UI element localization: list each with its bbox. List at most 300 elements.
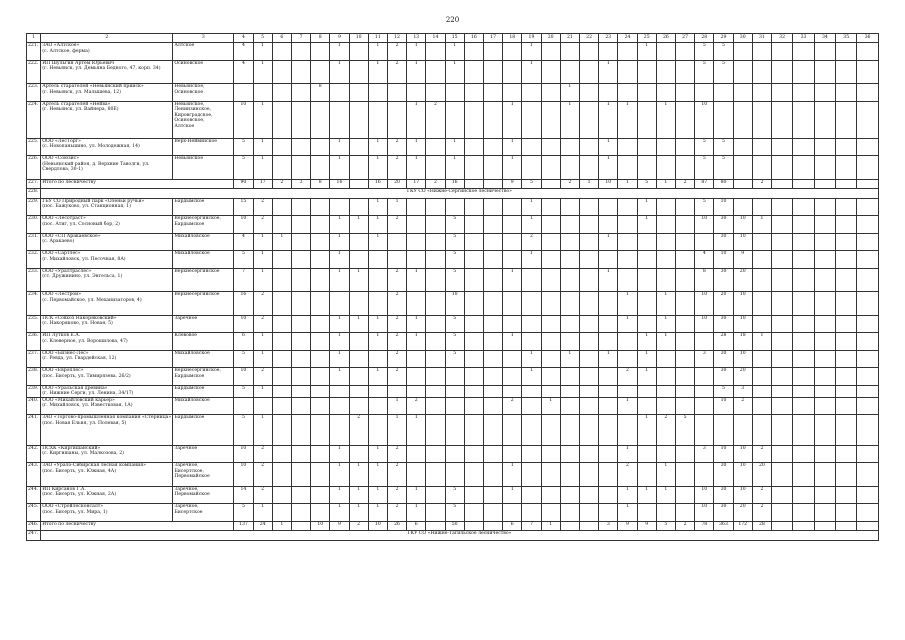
value-cell [772,251,793,269]
value-cell: 1 [407,156,426,180]
value-cell: 10 [695,486,714,504]
value-cell [234,84,253,102]
value-cell [368,397,387,415]
value-cell: 10 [599,179,618,189]
value-cell [426,333,445,351]
value-cell [793,504,814,522]
value-cell [522,504,541,522]
value-cell: 1 [407,101,426,138]
value-cell [656,233,675,251]
value-cell [560,397,579,415]
value-cell [814,179,835,189]
value-cell: 3 [733,385,752,397]
value-cell: 5 [445,268,464,292]
value-cell [483,156,502,180]
value-cell: 1 [599,350,618,368]
value-cell [814,333,835,351]
value-cell: 30 [714,315,733,333]
value-cell [793,84,814,102]
value-cell: 1 [618,504,637,522]
value-cell [793,198,814,216]
value-cell: 2 [407,397,426,415]
value-cell [311,463,330,487]
value-cell [311,292,330,316]
value-cell: 9 [637,521,656,531]
value-cell [752,156,771,180]
value-cell: 1 [407,43,426,61]
organization-name: ИП Кирсанов Г.А. (пос. Бисерть, ул. Южная, 2А) [41,486,173,504]
value-cell [387,251,406,269]
value-cell [464,179,483,189]
value-cell: 2 [387,156,406,180]
value-cell: 1 [330,43,349,61]
value-cell [503,216,522,234]
value-cell [772,43,793,61]
value-cell [599,368,618,386]
organization-name: ГБУ СО Природный парк «Оленьи ручьи» (пос. Бажуково, ул. Станционная, 1) [41,198,173,216]
value-cell: 1 [637,198,656,216]
column-header: 18 [503,34,522,43]
value-cell: 20 [733,268,752,292]
value-cell: 1 [368,463,387,487]
value-cell: 1 [637,415,656,446]
value-cell [349,251,368,269]
value-cell [291,60,310,84]
value-cell [676,156,695,180]
value-cell [752,60,771,84]
value-cell [426,415,445,446]
value-cell [272,333,291,351]
forest-district: Заречное [173,445,234,463]
value-cell: 1 [656,179,675,189]
value-cell [349,397,368,415]
value-cell: 5 [714,138,733,156]
value-cell: 20 [733,504,752,522]
value-cell [483,179,502,189]
value-cell: 2 [426,101,445,138]
value-cell: 1 [407,138,426,156]
value-cell [483,350,502,368]
value-cell: 8 [695,268,714,292]
value-cell [695,233,714,251]
value-cell [579,138,598,156]
value-cell: 10 [311,521,330,531]
column-header: 10 [349,34,368,43]
value-cell [836,333,857,351]
value-cell: 1 [503,268,522,292]
value-cell [656,368,675,386]
value-cell [772,445,793,463]
value-cell: 4 [695,251,714,269]
value-cell [637,385,656,397]
value-cell: 7 [522,521,541,531]
value-cell [560,504,579,522]
column-header: 20 [541,34,560,43]
value-cell: 78 [695,521,714,531]
column-header: 15 [445,34,464,43]
value-cell [272,292,291,316]
value-cell [579,368,598,386]
forest-district: Невьянское, Ленинзинское, Кировградское, Осиновское, Алтское [173,101,234,138]
value-cell: 2 [387,315,406,333]
value-cell [503,350,522,368]
table-row [27,251,879,269]
value-cell [793,268,814,292]
page-number: 220 [445,16,460,24]
value-cell [503,315,522,333]
value-cell [541,216,560,234]
value-cell [618,233,637,251]
value-cell [579,445,598,463]
value-cell [618,84,637,102]
value-cell: 2 [676,179,695,189]
value-cell: 1 [368,156,387,180]
value-cell [814,268,835,292]
value-cell [656,504,675,522]
value-cell [311,138,330,156]
value-cell [836,350,857,368]
value-cell [752,138,771,156]
value-cell: 87 [695,179,714,189]
value-cell: 10 [733,233,752,251]
value-cell: 5 [676,415,695,446]
value-cell [483,333,502,351]
value-cell [857,504,878,522]
value-cell [814,138,835,156]
organization-name: ИП Лутков Е.А. (с. Клеверное, ул. Ворошилова, 47) [41,333,173,351]
value-cell [814,216,835,234]
value-cell [560,521,579,531]
value-cell [857,268,878,292]
value-cell [695,368,714,386]
value-cell [426,43,445,61]
value-cell [793,101,814,138]
value-cell [426,504,445,522]
value-cell: 1 [618,101,637,138]
value-cell: 1 [522,43,541,61]
value-cell [618,43,637,61]
value-cell: 2 [387,350,406,368]
value-cell: 1 [272,233,291,251]
value-cell [291,198,310,216]
column-header: 3 [173,34,234,43]
value-cell [733,101,752,138]
value-cell [426,84,445,102]
value-cell [836,216,857,234]
value-cell: 1 [368,486,387,504]
table-row [27,350,879,368]
value-cell [407,368,426,386]
section-title: ГКУ СО «Нижне-Тагильское лесничество» [41,531,879,541]
organization-name: ИП Шульгин Артем Юрьевич (г. Невьянск, ул. Демьяна Бедного, 47, корп. 34) [41,60,173,84]
value-cell [311,268,330,292]
row-number: 237. [27,350,41,368]
table-row [27,43,879,61]
value-cell: 5 [445,504,464,522]
value-cell [676,292,695,316]
value-cell: 1 [637,216,656,234]
value-cell: 1 [656,333,675,351]
row-number: 222. [27,60,41,84]
value-cell [857,84,878,102]
value-cell [311,504,330,522]
value-cell: 1 [599,60,618,84]
column-header: 12 [387,34,406,43]
value-cell [836,292,857,316]
value-cell [311,368,330,386]
value-cell: 1 [445,60,464,84]
value-cell: 1 [752,216,771,234]
value-cell [752,368,771,386]
value-cell [618,198,637,216]
value-cell [656,397,675,415]
value-cell [676,216,695,234]
value-cell [560,445,579,463]
value-cell [253,84,272,102]
column-header: 23 [599,34,618,43]
value-cell [464,268,483,292]
value-cell [349,233,368,251]
value-cell: 1 [407,60,426,84]
value-cell [349,101,368,138]
value-cell [349,292,368,316]
value-cell: 1 [253,101,272,138]
value-cell: 1 [368,60,387,84]
organization-name: ООО «СП Аракаевское» (с. Аракаево) [41,233,173,251]
value-cell [464,60,483,84]
column-header: 19 [522,34,541,43]
value-cell [407,198,426,216]
value-cell [426,397,445,415]
value-cell: 2 [560,179,579,189]
value-cell [857,233,878,251]
value-cell [541,84,560,102]
value-cell [733,60,752,84]
value-cell [311,333,330,351]
value-cell [857,415,878,446]
value-cell: 10 [695,504,714,522]
value-cell [522,385,541,397]
value-cell: 1 [330,486,349,504]
value-cell: 10 [234,463,253,487]
value-cell [503,84,522,102]
value-cell [836,504,857,522]
value-cell [464,101,483,138]
value-cell: 10 [733,445,752,463]
value-cell: 2 [349,521,368,531]
value-cell [752,385,771,397]
value-cell [272,216,291,234]
value-cell [793,385,814,397]
value-cell [752,397,771,415]
row-number: 244. [27,486,41,504]
value-cell [618,350,637,368]
value-cell [618,333,637,351]
value-cell [483,138,502,156]
value-cell [579,198,598,216]
organization-name: ООО «Союзис» (Невьянский район, д. Верхние Таволги, ул. Свердлова, 30-1) [41,156,173,180]
value-cell [695,463,714,487]
value-cell [483,504,502,522]
value-cell [836,84,857,102]
value-cell: 5 [234,251,253,269]
value-cell: 10 [733,350,752,368]
value-cell [733,198,752,216]
value-cell [637,292,656,316]
value-cell [541,198,560,216]
value-cell: 10 [695,292,714,316]
value-cell: 1 [541,397,560,415]
value-cell [656,445,675,463]
value-cell: 1 [253,350,272,368]
forest-district: Заречное, Первомайское [173,486,234,504]
value-cell [407,216,426,234]
value-cell [291,251,310,269]
value-cell [772,268,793,292]
value-cell [793,397,814,415]
value-cell [483,315,502,333]
value-cell [253,397,272,415]
value-cell [464,504,483,522]
value-cell: 1 [407,415,426,446]
value-cell [814,368,835,386]
column-header: 5 [253,34,272,43]
value-cell [311,315,330,333]
value-cell [291,397,310,415]
value-cell [560,216,579,234]
value-cell: 1 [407,333,426,351]
value-cell: 1 [368,315,387,333]
value-cell [464,333,483,351]
value-cell [503,60,522,84]
value-cell [291,101,310,138]
value-cell [676,445,695,463]
table-row [27,504,879,522]
value-cell [676,504,695,522]
table-row [27,156,879,180]
value-cell [311,445,330,463]
value-cell: 1 [618,486,637,504]
value-cell [445,101,464,138]
value-cell [522,101,541,138]
value-cell: 1 [387,415,406,446]
table-row [27,101,879,138]
value-cell: 1 [445,43,464,61]
value-cell [599,486,618,504]
value-cell [599,445,618,463]
value-cell [426,233,445,251]
value-cell [836,463,857,487]
value-cell: 10 [733,292,752,316]
value-cell [272,138,291,156]
value-cell [272,60,291,84]
value-cell [522,397,541,415]
value-cell [857,156,878,180]
value-cell: 2 [253,292,272,316]
value-cell: 5 [695,43,714,61]
value-cell [541,368,560,386]
value-cell: 1 [656,292,675,316]
value-cell [814,84,835,102]
value-cell [291,333,310,351]
value-cell [464,521,483,531]
value-cell: 1 [330,368,349,386]
value-cell [426,385,445,397]
value-cell [793,233,814,251]
value-cell [349,198,368,216]
value-cell [503,415,522,446]
row-number: 240. [27,397,41,415]
value-cell: 1 [349,504,368,522]
value-cell: 10 [695,216,714,234]
value-cell: 20 [387,179,406,189]
value-cell [752,292,771,316]
value-cell: 2 [387,268,406,292]
value-cell [599,504,618,522]
value-cell [426,268,445,292]
value-cell [522,268,541,292]
value-cell [368,385,387,397]
value-cell [656,350,675,368]
value-cell: 2 [253,315,272,333]
value-cell: 1 [579,179,598,189]
value-cell [349,60,368,84]
value-cell [814,233,835,251]
value-cell: 1 [618,397,637,415]
value-cell [464,486,483,504]
value-cell: 1 [656,101,675,138]
value-cell: 16 [330,179,349,189]
organization-name: ООО «Лесотраст» (пос. Атиг, ул. Сосновый бор, 2) [41,216,173,234]
value-cell: 1 [637,350,656,368]
value-cell [733,84,752,102]
value-cell [793,251,814,269]
value-cell [695,415,714,446]
value-cell [793,486,814,504]
value-cell [291,385,310,397]
header-row [27,34,879,43]
value-cell [387,385,406,397]
value-cell: 1 [368,233,387,251]
forest-district: Невьянское, Осиновское [173,84,234,102]
organization-name: ООО «Сартлес» (г. Михайловск, ул. Песочная, 8А) [41,251,173,269]
value-cell [579,333,598,351]
forest-district: Михайловское [173,233,234,251]
value-cell [426,368,445,386]
value-cell [676,233,695,251]
value-cell [836,268,857,292]
column-header: 22 [579,34,598,43]
value-cell: 17 [407,179,426,189]
value-cell [560,251,579,269]
column-header: 11 [368,34,387,43]
table-row [27,486,879,504]
value-cell [793,521,814,531]
forest-district: Верхнесергинское, Бардымское [173,216,234,234]
value-cell: 1 [599,156,618,180]
value-cell [541,486,560,504]
value-cell: 1 [503,333,522,351]
row-number: 223. [27,84,41,102]
table-row [27,60,879,84]
value-cell [752,233,771,251]
value-cell: 2 [387,138,406,156]
value-cell [714,101,733,138]
value-cell [464,315,483,333]
value-cell: 2 [522,233,541,251]
value-cell [560,268,579,292]
forest-district: Заречное [173,315,234,333]
